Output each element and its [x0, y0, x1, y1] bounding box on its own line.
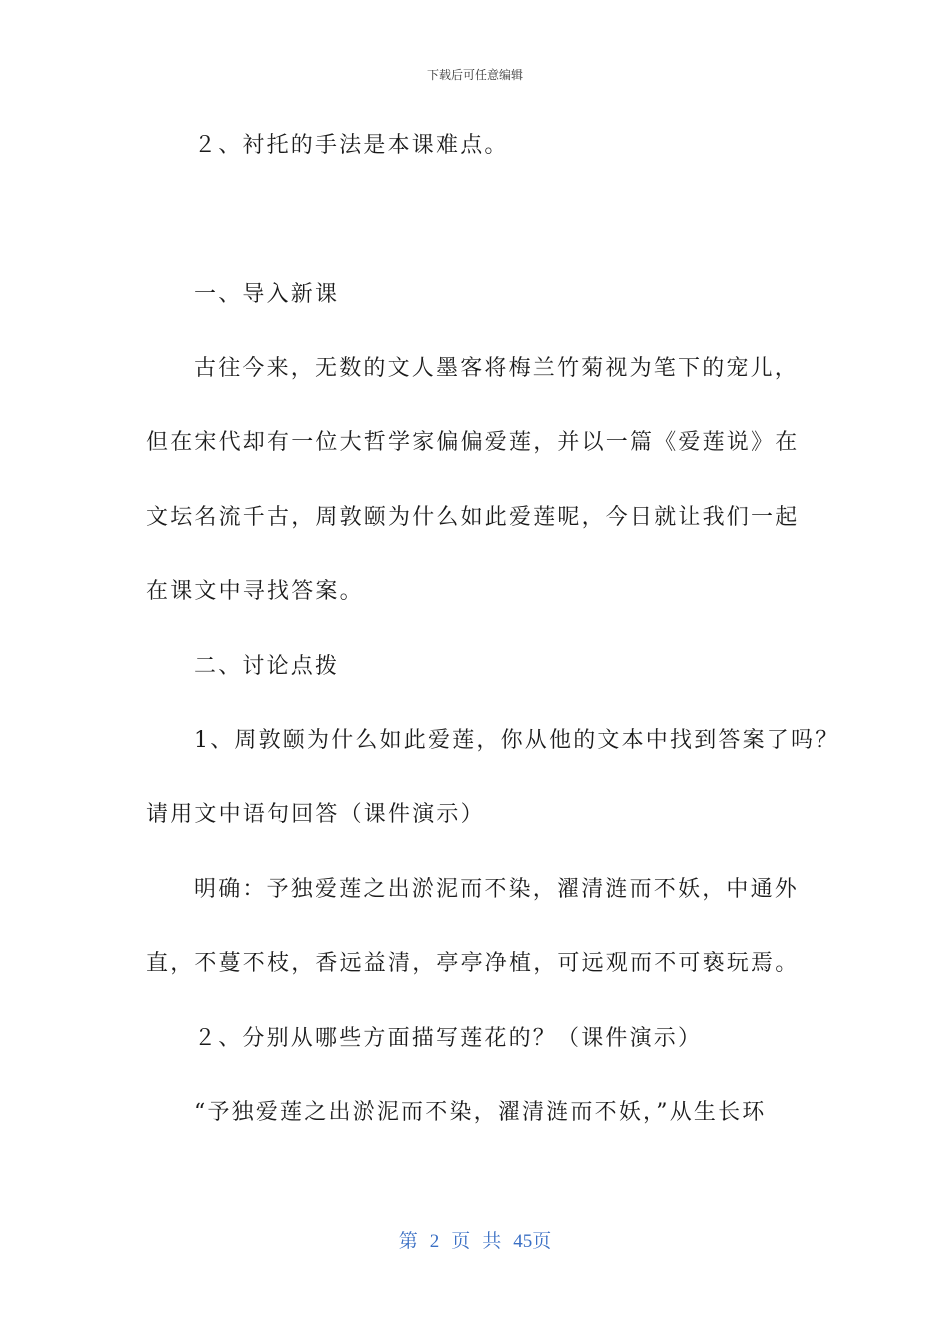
paragraph-intro-line-4: 在课文中寻找答案。 [146, 579, 364, 604]
answer-line-2: 直，不蔓不枝，香远益清，亭亭净植，可远观而不可亵玩焉。 [146, 951, 800, 976]
question-1-line-1: 1、周敦颐为什么如此爱莲，你从他的文本中找到答案了吗？ [194, 728, 840, 753]
quote-line: “予独爱莲之出淤泥而不染，濯清涟而不妖，”从生长环 [194, 1100, 767, 1125]
section-heading-discussion: 二、讨论点拨 [194, 654, 340, 679]
footer-page-number: 2 [429, 1231, 440, 1252]
page-header: 下载后可任意编辑 [426, 68, 523, 82]
footer-di: 第 [398, 1231, 418, 1252]
question-1-line-2: 请用文中语句回答（课件演示） [146, 802, 485, 827]
footer-total-pages: 45页 [513, 1231, 552, 1252]
paragraph-intro-line-3: 文坛名流千古，周敦颐为什么如此爱莲呢，今日就让我们一起 [146, 505, 800, 530]
paragraph-difficulty: ２、衬托的手法是本课难点。 [194, 133, 509, 158]
answer-line-1: 明确：予独爱莲之出淤泥而不染，濯清涟而不妖，中通外 [194, 877, 800, 902]
footer-ye: 页 [451, 1231, 471, 1252]
page-footer [0, 1226, 950, 1253]
question-2: ２、分别从哪些方面描写莲花的？（课件演示） [194, 1026, 703, 1051]
section-heading-intro: 一、导入新课 [194, 282, 340, 307]
paragraph-intro-line-2: 但在宋代却有一位大哲学家偏偏爱莲，并以一篇《爱莲说》在 [146, 430, 800, 455]
footer-gong: 共 [482, 1231, 502, 1252]
paragraph-intro-line-1: 古往今来，无数的文人墨客将梅兰竹菊视为笔下的宠儿， [194, 356, 800, 381]
